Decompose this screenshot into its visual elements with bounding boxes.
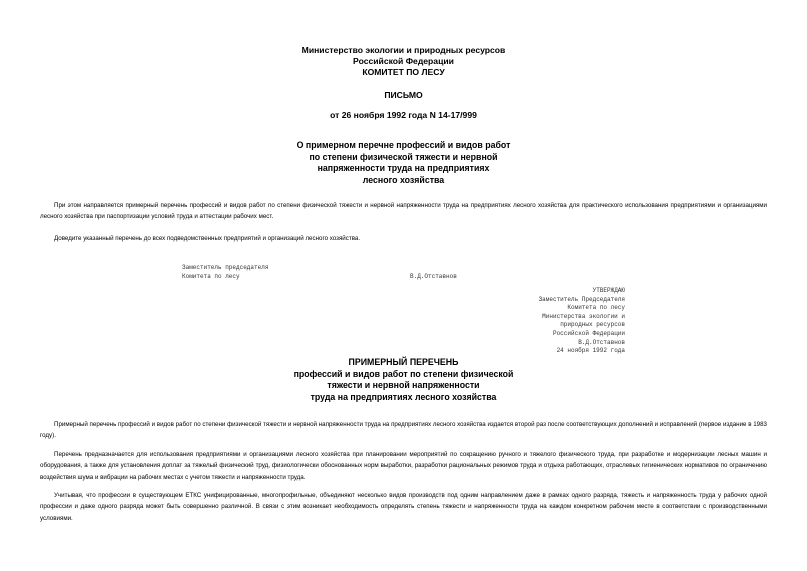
ministry-line-1: Министерство экологии и природных ресурсов — [301, 45, 506, 55]
list-title-line-1: ПРИМЕРНЫЙ ПЕРЕЧЕНЬ — [348, 357, 459, 367]
letter-subject — [0, 140, 807, 186]
committee-name: КОМИТЕТ ПО ЛЕСУ — [362, 67, 445, 77]
subject-line-3: напряженности труда на предприятиях — [317, 163, 490, 173]
document-type: ПИСЬМО — [384, 90, 423, 100]
approval-line-1: УТВЕРЖДАЮ — [592, 287, 625, 294]
approval-line-5: природных ресурсов — [560, 321, 625, 329]
list-title-line-3: тяжести и нервной напряженности — [327, 380, 480, 390]
approval-line-3: Комитета по лесу — [567, 304, 625, 312]
approval-block — [440, 287, 625, 356]
subject-line-1: О примерном перечне профессий и видов работ — [296, 140, 511, 150]
approval-line-2: Заместитель Председателя — [538, 295, 625, 303]
approval-line-4: Министерства экологии и — [542, 312, 625, 320]
approval-line-6: Российской Федерации — [552, 329, 625, 337]
letter-paragraph-1: При этом направляется примерный перечень профессий и видов работ по степени физической тяжести и нервной напряженности труда на предприятиях лесного хозяйства для практического использования предприятиями и организациями лесного хозяйства при паспортизации условий труда и аттестации рабочих мест. — [40, 202, 767, 221]
subject-line-2: по степени физической тяжести и нервной — [309, 151, 498, 162]
body-paragraph-1: Примерный перечень профессий и видов работ по степени физической тяжести и нервной напряженности труда на предприятиях лесного хозяйства издается второй раз после соответствующих дополнений и исправлений (первое издание в 1983 году). — [40, 421, 767, 440]
signature-title-2: Комитета по лесу — [182, 273, 240, 280]
subject-line-4: лесного хозяйства — [362, 174, 445, 185]
signature-name: В.Д.Отставнов — [410, 273, 457, 280]
ministry-line-2: Российской Федерации — [353, 56, 454, 66]
ministry-header — [0, 45, 807, 78]
document-date-number: от 26 ноября 1992 года N 14-17/999 — [330, 110, 477, 120]
approval-line-8: 24 ноября 1992 года — [556, 347, 625, 355]
signature-title-1: Заместитель председателя — [182, 264, 269, 271]
body-paragraph-3: Учитывая, что профессии в существующем ЕТКС унифицированные, многопрофильные, объединяют несколько видов производств под одним направлением даже в рамках одного разряда, тяжесть и напряженность труда у рабочих одной профессии и даже одного разряда может быть совершенно различной. В связи с этим возникает необходимость определять степень тяжести и напряженности труда на каждом конкретном рабочем месте в соответствии с производственными условиями. — [40, 492, 767, 522]
list-title — [0, 357, 807, 403]
letter-paragraph-2: Доведите указанный перечень до всех подведомственных предприятий и организаций лесного хозяйства. — [54, 235, 361, 242]
list-title-line-2: профессий и видов работ по степени физической — [293, 368, 514, 379]
approval-line-7: В.Д.Отставнов — [578, 338, 625, 346]
body-paragraph-2: Перечень предназначается для использования предприятиями и организациями лесного хозяйства при планировании мероприятий по сокращению ручного и тяжелого физического труда, при разработке и модернизации лесных машин и оборудования, а также для установления доплат за тяжелый физический труд, физиологически обоснованных норм выработки, разработки рациональных режимов труда и отдыха работающих, отраслевых гигиенических нормативов по ограничению воздействия шума и вибрации на рабочих местах с учетом тяжести и напряженности труда. — [40, 451, 767, 481]
list-title-line-4: труда на предприятиях лесного хозяйства — [310, 391, 497, 402]
